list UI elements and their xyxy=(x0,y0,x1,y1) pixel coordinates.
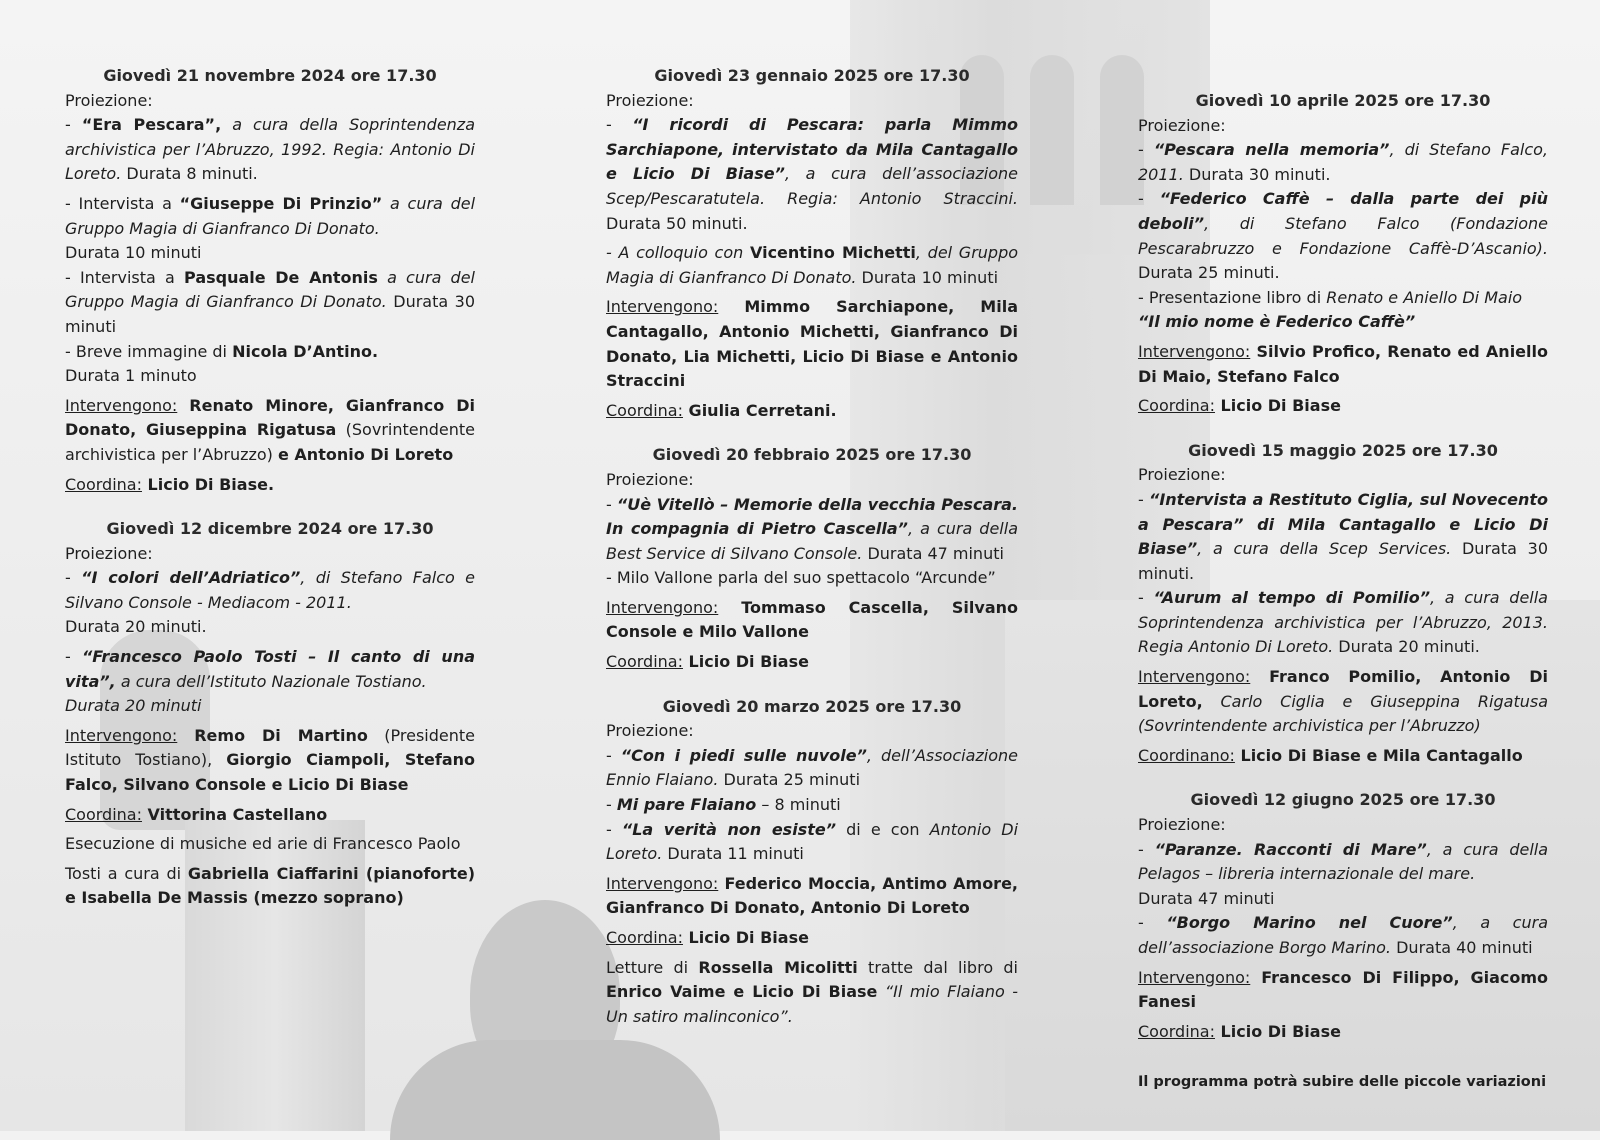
projection-label: Proiezione: xyxy=(606,721,694,741)
variation-note: Il programma potrà subire delle piccole variazioni xyxy=(1138,1074,1547,1091)
program-item: - “La verità non esiste” di e con Antonio Di Loreto. Durata 11 minuti xyxy=(606,819,1019,864)
program-item: - “I colori dell’Adriatico”, di Stefano Falco e Silvano Console - Mediacom - 2011. Durata 20 minuti. xyxy=(65,568,475,637)
speakers: Intervengono: Silvio Profico, Renato ed Aniello Di Maio, Stefano Falco xyxy=(1138,341,1548,386)
readings: Letture di Rossella Micolitti tratte dal libro di Enrico Vaime e Licio Di Biase “Il mio Flaiano - Un satiro malinconico”. xyxy=(606,957,1018,1026)
event-12-giugno xyxy=(1138,788,1548,1044)
coordinator: Coordina: Licio Di Biase xyxy=(1138,396,1341,416)
program-item: - “Federico Caffè – dalla parte dei più deboli”, di Stefano Falco (Fondazione Pescarabruzzo e Fondazione Caffè-D’Ascanio). Durata 25 minuti. xyxy=(1138,189,1549,283)
projection-label: Proiezione: xyxy=(606,90,694,110)
event-20-marzo xyxy=(606,695,1018,1030)
event-date: Giovedì 12 giugno 2025 ore 17.30 xyxy=(1190,790,1496,810)
projection-label: Proiezione: xyxy=(1138,115,1226,135)
projection-label: Proiezione: xyxy=(65,90,153,110)
column-1 xyxy=(65,64,475,931)
program-item: - “Intervista a Restituto Ciglia, sul Novecento a Pescara” di Mila Cantagallo e Licio Di Biase”, a cura della Scep Services. Durata 30 minuti. xyxy=(1138,489,1549,583)
speakers: Intervengono: Franco Pomilio, Antonio Di Loreto, Carlo Ciglia e Giuseppina Rigatusa (Sovrintendente archivistica per l’Abruzzo) xyxy=(1138,667,1548,736)
event-10-aprile xyxy=(1138,89,1548,419)
program-item: - A colloquio con Vicentino Michetti, del Gruppo Magia di Gianfranco Di Donato. Durata 10 minuti xyxy=(606,243,1019,287)
column-3 xyxy=(1138,89,1548,1095)
program-item: - Presentazione libro di Renato e Aniello Di Maio “Il mio nome è Federico Caffè” xyxy=(1138,287,1523,332)
program-item: - “Era Pescara”, a cura della Soprintendenza archivistica per l’Abruzzo, 1992. Regia: Antonio Di Loreto. Durata 8 minuti. xyxy=(65,115,476,184)
event-date: Giovedì 23 gennaio 2025 ore 17.30 xyxy=(654,66,970,85)
event-date: Giovedì 20 febbraio 2025 ore 17.30 xyxy=(652,445,972,465)
event-23-gennaio xyxy=(606,64,1018,423)
program-item: - “Aurum al tempo di Pomilio”, a cura della Soprintendenza archivistica per l’Abruzzo, 2013. Regia Antonio Di Loreto. Durata 20 minuti. xyxy=(1138,588,1548,657)
speakers: Intervengono: Tommaso Cascella, Silvano Console e Milo Vallone xyxy=(606,597,1018,642)
event-date: Giovedì 21 novembre 2024 ore 17.30 xyxy=(103,66,437,85)
coordinator: Coordina: Licio Di Biase xyxy=(606,652,809,672)
event-date: Giovedì 15 maggio 2025 ore 17.30 xyxy=(1188,440,1498,460)
coordinator: Coordinano: Licio Di Biase e Mila Cantagallo xyxy=(1138,745,1523,765)
column-2 xyxy=(606,64,1018,1049)
speakers: Intervengono: Francesco Di Filippo, Giacomo Fanesi xyxy=(1138,967,1548,1012)
coordinator: Coordina: Licio Di Biase xyxy=(1138,1021,1341,1041)
event-12-dicembre xyxy=(65,517,475,911)
music-performers: Tosti a cura di Gabriella Ciaffarini (pianoforte) e Isabella De Massis (mezzo soprano) xyxy=(65,863,476,908)
program-item: - “Paranze. Racconti di Mare”, a cura della Pelagos – libreria internazionale del mare. Durata 47 minuti xyxy=(1138,839,1549,908)
program-item: - Mi pare Flaiano – 8 minuti xyxy=(606,795,841,815)
program-item: - “Con i piedi sulle nuvole”, dell’Associazione Ennio Flaiano. Durata 25 minuti xyxy=(606,745,1019,790)
speakers: Intervengono: Remo Di Martino (Presidente Istituto Tostiano), Giorgio Ciampoli, Stefano Falco, Silvano Console e Licio Di Biase xyxy=(65,725,475,795)
program-item: - Milo Vallone parla del suo spettacolo “Arcunde” xyxy=(606,568,996,588)
music-note: Esecuzione di musiche ed arie di Francesco Paolo xyxy=(65,834,461,854)
coordinator: Coordina: Licio Di Biase. xyxy=(65,474,275,494)
program-item: - “Francesco Paolo Tosti – Il canto di una vita”, a cura dell’Istituto Nazionale Tostiano. Durata 20 minuti xyxy=(65,647,476,716)
program-item: - “I ricordi di Pescara: parla Mimmo Sarchiapone, intervistato da Mila Cantagallo e Licio Di Biase”, a cura dell’associazione Scep/Pescaratutela. Regia: Antonio Straccini. Durata 50 minuti. xyxy=(606,115,1019,233)
program-item: - “Uè Vitellò – Memorie della vecchia Pescara. In compagnia di Pietro Cascella”, a cura della Best Service di Silvano Console. Durata 47 minuti xyxy=(606,494,1019,563)
event-15-maggio xyxy=(1138,439,1548,769)
projection-label: Proiezione: xyxy=(1138,815,1226,835)
speakers: Intervengono: Renato Minore, Gianfranco Di Donato, Giuseppina Rigatusa (Sovrintendente archivistica per l’Abruzzo) e Antonio Di Loreto xyxy=(65,395,475,464)
program-item: - “Borgo Marino nel Cuore”, a cura dell’associazione Borgo Marino. Durata 40 minuti xyxy=(1138,913,1548,957)
event-21-novembre xyxy=(65,64,475,497)
projection-label: Proiezione: xyxy=(1138,465,1226,485)
program-item: - Intervista a Pasquale De Antonis a cura del Gruppo Magia di Gianfranco Di Donato. Durata 30 minuti xyxy=(65,267,476,336)
program-item: - Intervista a “Giuseppe Di Prinzio” a cura del Gruppo Magia di Gianfranco Di Donato. Durata 10 minuti xyxy=(65,193,476,263)
event-date: Giovedì 10 aprile 2025 ore 17.30 xyxy=(1195,91,1491,110)
event-20-febbraio xyxy=(606,443,1018,674)
program-item: - “Pescara nella memoria”, di Stefano Falco, 2011. Durata 30 minuti. xyxy=(1138,140,1549,184)
program-item: - Breve immagine di Nicola D’Antino. Durata 1 minuto xyxy=(65,341,379,386)
event-date: Giovedì 20 marzo 2025 ore 17.30 xyxy=(662,696,962,716)
coordinator: Coordina: Licio Di Biase xyxy=(606,928,809,947)
projection-label: Proiezione: xyxy=(606,469,694,489)
speakers: Intervengono: Federico Moccia, Antimo Amore, Gianfranco Di Donato, Antonio Di Loreto xyxy=(606,873,1018,918)
speakers: Intervengono: Mimmo Sarchiapone, Mila Cantagallo, Antonio Michetti, Gianfranco Di Donato, Lia Michetti, Licio Di Biase e Antonio Straccini xyxy=(606,297,1018,391)
coordinator: Coordina: Giulia Cerretani. xyxy=(606,400,837,420)
event-date: Giovedì 12 dicembre 2024 ore 17.30 xyxy=(106,519,434,539)
coordinator: Coordina: Vittorina Castellano xyxy=(65,804,328,824)
projection-label: Proiezione: xyxy=(65,543,153,563)
